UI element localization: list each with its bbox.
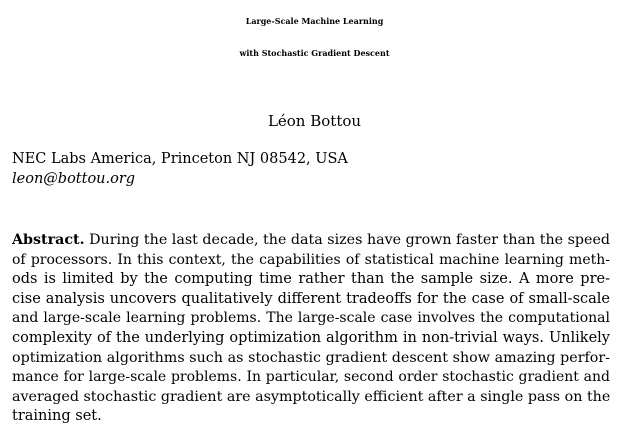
- abstract-line: mance for large-scale problems. In particular, second order stochastic gradient and: [12, 369, 610, 386]
- abstract-line: and large-scale learning problems. The large-scale case involves the computational: [12, 310, 610, 327]
- author-email: leon@bottou.org: [12, 171, 136, 187]
- abstract-line: [12, 231, 610, 251]
- abstract-line: ods is limited by the computing time rather than the sample size. A more pre-: [12, 271, 610, 288]
- abstract-line: averaged stochastic gradient are asymptotically efficient after a single pass on the: [12, 388, 611, 405]
- abstract-block: [12, 231, 610, 427]
- paper-title-line-1: Large-Scale Machine Learning: [245, 16, 384, 26]
- paper-title-line-2: with Stochastic Gradient Descent: [239, 48, 390, 58]
- abstract-line-text: During the last decade, the data sizes have grown faster than the speed: [89, 232, 611, 248]
- abstract-line: optimization algorithms such as stochastic gradient descent show amazing perfor-: [12, 349, 610, 366]
- abstract-label: Abstract.: [12, 232, 85, 248]
- author-affiliation: NEC Labs America, Princeton NJ 08542, USA: [12, 151, 348, 167]
- abstract-line: training set.: [12, 408, 102, 425]
- abstract-line: cise analysis uncovers qualitatively different tradeoffs for the case of small-scale: [12, 290, 610, 307]
- author-name: Léon Bottou: [267, 112, 362, 130]
- abstract-line: complexity of the underlying optimization algorithm in non-trivial ways. Unlikely: [12, 329, 610, 346]
- abstract-line: of processors. In this context, the capabilities of statistical machine learning meth-: [12, 251, 610, 268]
